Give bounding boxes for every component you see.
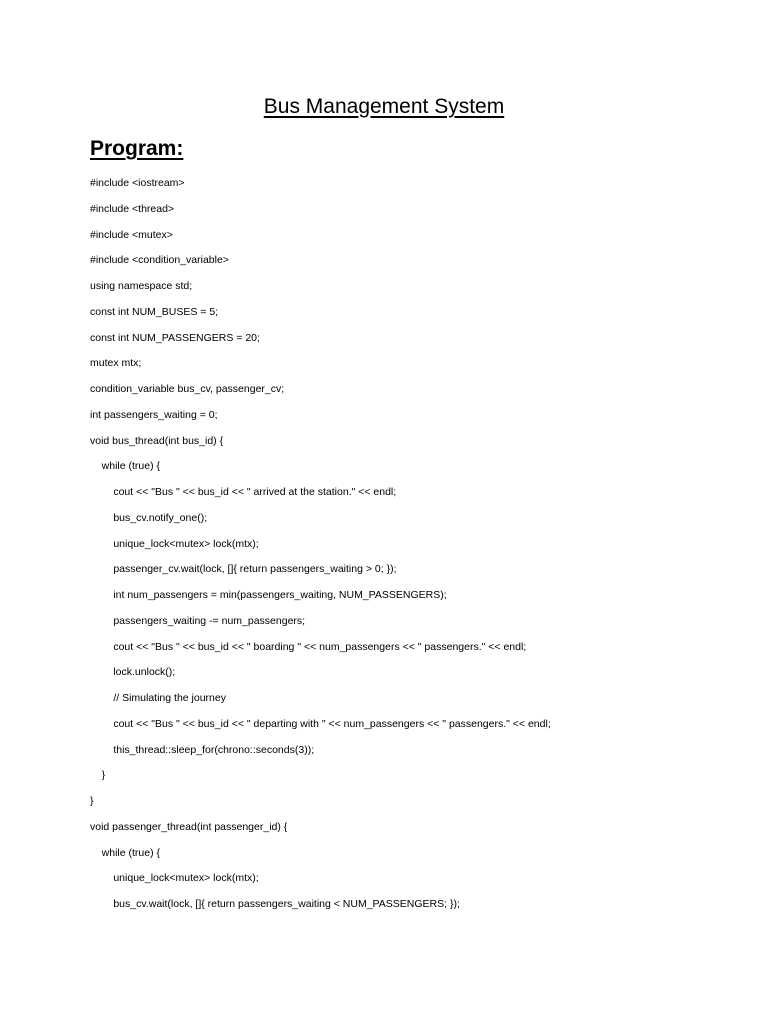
code-line: // Simulating the journey: [90, 692, 226, 704]
code-line: cout << "Bus " << bus_id << " departing with " << num_passengers << " passengers." << endl;: [90, 717, 551, 730]
code-line: passengers_waiting -= num_passengers;: [90, 614, 306, 627]
code-line: cout << "Bus " << bus_id << " boarding " << num_passengers << " passengers." << endl;: [90, 640, 527, 653]
code-line: bus_cv.wait(lock, []{ return passengers_waiting < NUM_PASSENGERS; });: [90, 898, 460, 910]
code-line: }: [90, 769, 106, 782]
code-line: passenger_cv.wait(lock, []{ return passengers_waiting > 0; });: [90, 563, 397, 576]
code-line: unique_lock<mutex> lock(mtx);: [90, 872, 259, 885]
code-line: condition_variable bus_cv, passenger_cv;: [90, 383, 285, 395]
code-line: const int NUM_PASSENGERS = 20;: [90, 331, 260, 344]
code-line: while (true) {: [90, 460, 161, 473]
code-line: bus_cv.notify_one();: [90, 511, 208, 524]
program-heading: Program:: [90, 137, 184, 160]
code-line: this_thread::sleep_for(chrono::seconds(3));: [90, 743, 315, 756]
code-line: const int NUM_BUSES = 5;: [90, 305, 219, 318]
code-listing: [90, 175, 730, 922]
code-line: void passenger_thread(int passenger_id) {: [90, 820, 288, 833]
code-line: #include <thread>: [90, 202, 175, 215]
code-line: #include <mutex>: [90, 228, 173, 241]
code-line: cout << "Bus " << bus_id << " arrived at the station." << endl;: [90, 486, 397, 498]
code-line: using namespace std;: [90, 280, 193, 292]
code-line: while (true) {: [90, 846, 161, 859]
code-line: lock.unlock();: [90, 666, 176, 679]
code-line: unique_lock<mutex> lock(mtx);: [90, 537, 259, 550]
code-line: #include <condition_variable>: [90, 254, 229, 267]
code-line: int num_passengers = min(passengers_waiting, NUM_PASSENGERS);: [90, 589, 447, 601]
code-line: mutex mtx;: [90, 357, 142, 370]
document-title: Bus Management System: [263, 95, 505, 118]
code-line: void bus_thread(int bus_id) {: [90, 434, 224, 447]
code-line: #include <iostream>: [90, 177, 185, 189]
code-line: }: [90, 795, 94, 807]
code-line: int passengers_waiting = 0;: [90, 408, 218, 421]
